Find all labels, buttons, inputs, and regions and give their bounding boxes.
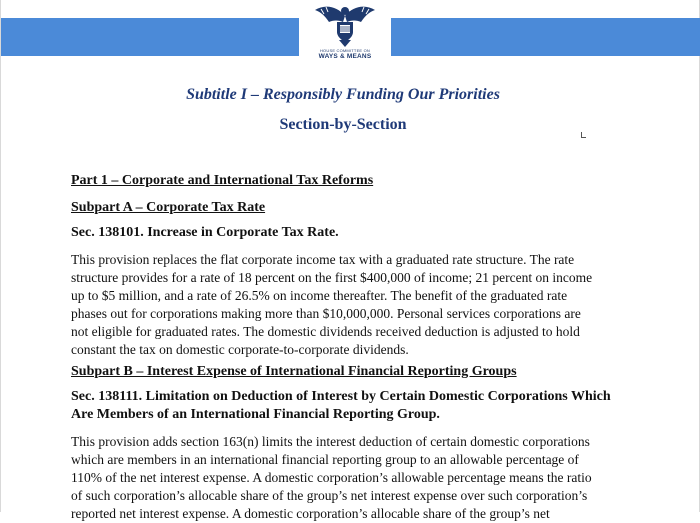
document-subtitle: Subtitle I – Responsibly Funding Our Priorities — [186, 86, 500, 103]
paragraph-line: This provision adds section 163(n) limits the interest deduction of certain domestic corporations — [71, 434, 590, 449]
paragraph-line: phases out for corporations making more than $10,000,000. Personal services corporations are — [71, 306, 581, 321]
header-band-right — [389, 18, 700, 56]
paragraph-line: which are members in an international financial reporting group to an allowable percentage of — [71, 452, 579, 467]
paragraph-line: not eligible for graduated rates. The domestic dividends received deduction is adjusted to hold — [71, 324, 580, 339]
section-heading-138101: Sec. 138101. Increase in Corporate Tax Rate. — [71, 225, 339, 240]
paragraph-line: 110% of the net interest expense. A domestic corporation’s allowable percentage means the ratio — [71, 470, 592, 485]
paragraph-line: This provision replaces the flat corporate income tax with a graduated rate structure. The rate — [71, 252, 575, 267]
paragraph-line: reported net interest expense. A domestic corporation’s allocable share of the group’s net — [71, 506, 550, 521]
mouse-cursor-icon — [581, 132, 586, 138]
section-body-138101 — [71, 251, 631, 359]
committee-logo — [299, 0, 391, 70]
section-title: Section-by-Section — [279, 116, 407, 133]
paragraph-line: of such corporation’s allocable share of the group’s net interest expense over such corporation’s — [71, 488, 588, 503]
eagle-seal-icon — [299, 0, 391, 48]
logo-caption-line2: WAYS & MEANS — [318, 53, 372, 60]
subpart-a-heading: Subpart A – Corporate Tax Rate — [71, 200, 266, 215]
paragraph-line: up to $5 million, and a rate of 26.5% on income thereafter. The benefit of the graduated rate — [71, 288, 568, 303]
heading-line: Sec. 138111. Limitation on Deduction of Interest by Certain Domestic Corporations Which — [71, 389, 611, 404]
heading-line: Are Members of an International Financial Reporting Group. — [71, 407, 440, 422]
logo-caption-line1: HOUSE COMMITTEE ON — [319, 48, 371, 53]
header-band-left — [1, 18, 301, 56]
section-body-138111 — [71, 433, 631, 523]
part-heading: Part 1 – Corporate and International Tax Reforms — [71, 173, 374, 188]
section-heading-138111 — [71, 388, 631, 424]
paragraph-line: structure provides for a rate of 18 percent on the first $400,000 of income; 21 percent on income — [71, 270, 593, 285]
subpart-b-heading: Subpart B – Interest Expense of International Financial Reporting Groups — [71, 364, 517, 379]
paragraph-line: constant the tax on domestic corporate-to-corporate dividends. — [71, 342, 409, 357]
